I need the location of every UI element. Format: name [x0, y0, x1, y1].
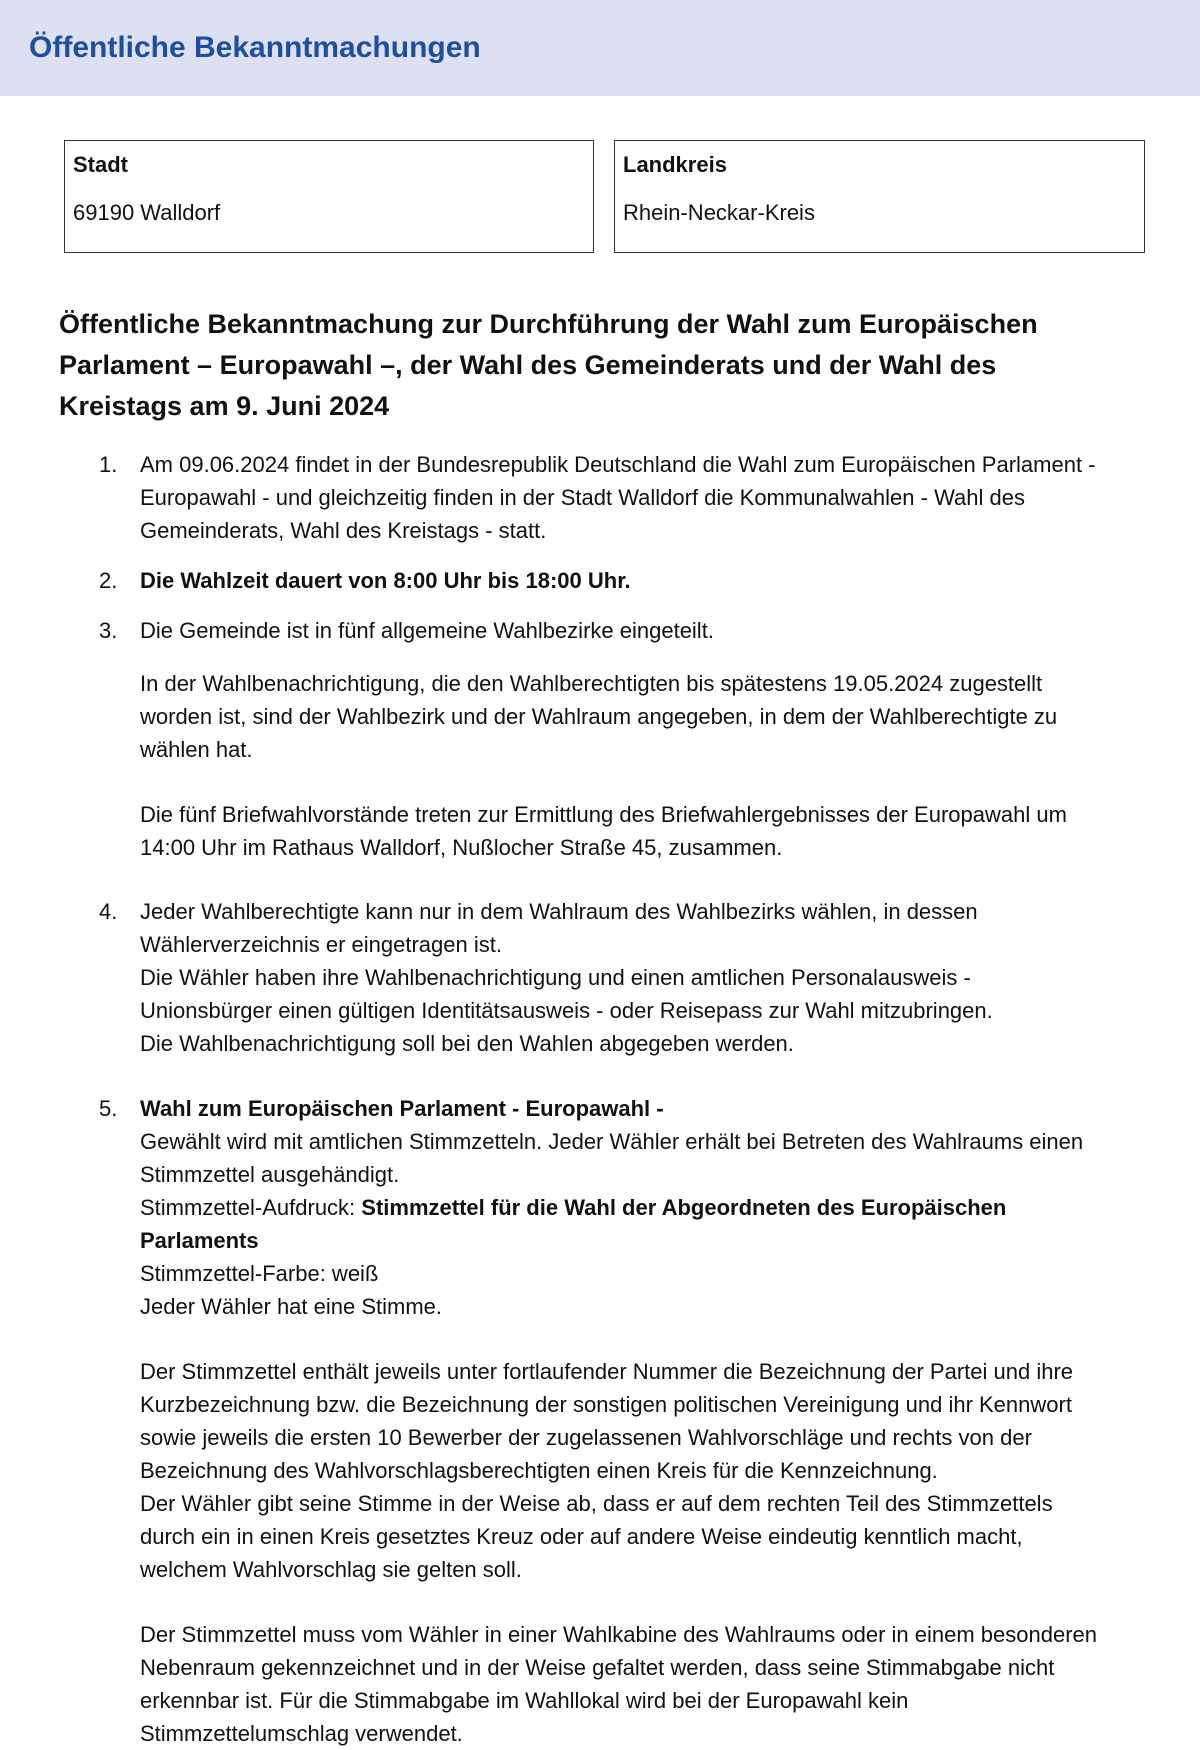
item-number: 4.	[99, 899, 118, 924]
item-number: 5.	[99, 1096, 118, 1121]
item-number: 2.	[99, 568, 118, 593]
stadt-value: 69190 Walldorf	[73, 200, 221, 225]
item-number: 3.	[99, 618, 118, 643]
header-bar	[0, 0, 1200, 96]
item-paragraph: Die Wahlbenachrichtigung soll bei den Wahlen abgegeben werden.	[140, 1031, 794, 1056]
stimmen-anzahl: Jeder Wähler hat eine Stimme.	[140, 1294, 443, 1319]
item-text	[140, 1092, 1100, 1750]
item-paragraph: Jeder Wahlberechtigte kann nur in dem Wahlraum des Wahlbezirks wählen, in dessen Wählerverzeichnis er eingetragen ist.	[140, 899, 978, 957]
item-paragraph: Der Stimmzettel enthält jeweils unter fortlaufender Nummer die Bezeichnung der Partei und ihre Kurzbezeichnung bzw. die Bezeichnung der sonstigen politischen Vereinigung und ihr Kennwort sowie jeweils die ersten 10 Bewerber der zugelassenen Wahlvorschläge und rechts von der Bezeichnung des Wahlvorschlagsberechtigten einen Kreis für die Kennzeichnung.	[140, 1359, 1074, 1483]
aufdruck-value: Stimmzettel für die Wahl der Abgeordneten des Europäischen Parlaments	[140, 1195, 1007, 1253]
item-paragraph: Am 09.06.2024 findet in der Bundesrepublik Deutschland die Wahl zum Europäischen Parlament - Europawahl - und gleichzeitig finden in der Stadt Walldorf die Kommunalwahlen - Wahl des Gemeinderats, Wahl des Kreistags - statt.	[140, 452, 1096, 543]
aufdruck-label: Stimmzettel-Aufdruck:	[140, 1195, 362, 1220]
item-paragraph: In der Wahlbenachrichtigung, die den Wahlberechtigten bis spätestens 19.05.2024 zugestellt worden ist, sind der Wahlbezirk und der Wahlraum angegeben, in dem der Wahlberechtigte zu wählen hat.	[140, 671, 1058, 762]
item-text	[140, 895, 1100, 1060]
stimmzettel-aufdruck	[140, 1191, 1100, 1257]
item-number: 1.	[99, 452, 118, 477]
item-paragraph: Gewählt wird mit amtlichen Stimmzetteln. Jeder Wähler erhält bei Betreten des Wahlraums einen Stimmzettel ausgehändigt.	[140, 1129, 1084, 1187]
page-title: Öffentliche Bekanntmachungen	[29, 31, 481, 64]
item-paragraph: Der Stimmzettel muss vom Wähler in einer Wahlkabine des Wahlraums oder in einem besonderen Nebenraum gekennzeichnet und in der Weise gefaltet werden, dass seine Stimmabgabe nicht erkennbar ist. Für die Stimmabgabe im Wahllokal wird bei der Europawahl kein Stimmzettelumschlag verwendet.	[140, 1622, 1097, 1746]
item-text	[140, 614, 1100, 864]
stimmzettel-farbe: Stimmzettel-Farbe: weiß	[140, 1261, 379, 1286]
item-paragraph: Die Gemeinde ist in fünf allgemeine Wahlbezirke eingeteilt.	[140, 618, 714, 643]
europawahl-heading: Wahl zum Europäischen Parlament - Europawahl -	[140, 1096, 664, 1121]
item-paragraph: Die fünf Briefwahlvorstände treten zur Ermittlung des Briefwahlergebnisses der Europawahl um 14:00 Uhr im Rathaus Walldorf, Nußlocher Straße 45, zusammen.	[140, 802, 1067, 860]
stadt-label: Stadt	[73, 152, 128, 177]
wahlzeit-text: Die Wahlzeit dauert von 8:00 Uhr bis 18:00 Uhr.	[140, 568, 631, 593]
item-text	[140, 448, 1100, 547]
landkreis-box	[614, 140, 1145, 253]
item-text	[140, 564, 1100, 597]
item-paragraph: Die Wähler haben ihre Wahlbenachrichtigung und einen amtlichen Personalausweis - Unionsbürger einen gültigen Identitätsausweis - oder Reisepass zur Wahl mitzubringen.	[140, 965, 993, 1023]
item-paragraph: Der Wähler gibt seine Stimme in der Weise ab, dass er auf dem rechten Teil des Stimmzettels durch ein in einen Kreis gesetztes Kreuz oder auf andere Weise eindeutig kenntlich macht, welchem Wahlvorschlag sie gelten soll.	[140, 1491, 1053, 1582]
landkreis-value: Rhein-Neckar-Kreis	[623, 200, 815, 225]
stadt-box	[64, 140, 594, 253]
document-title: Öffentliche Bekanntmachung zur Durchführung der Wahl zum Europäischen Parlament – Europawahl –, der Wahl des Gemeinderats und der Wahl des Kreistags am 9. Juni 2024	[59, 309, 1038, 421]
landkreis-label: Landkreis	[623, 152, 727, 177]
